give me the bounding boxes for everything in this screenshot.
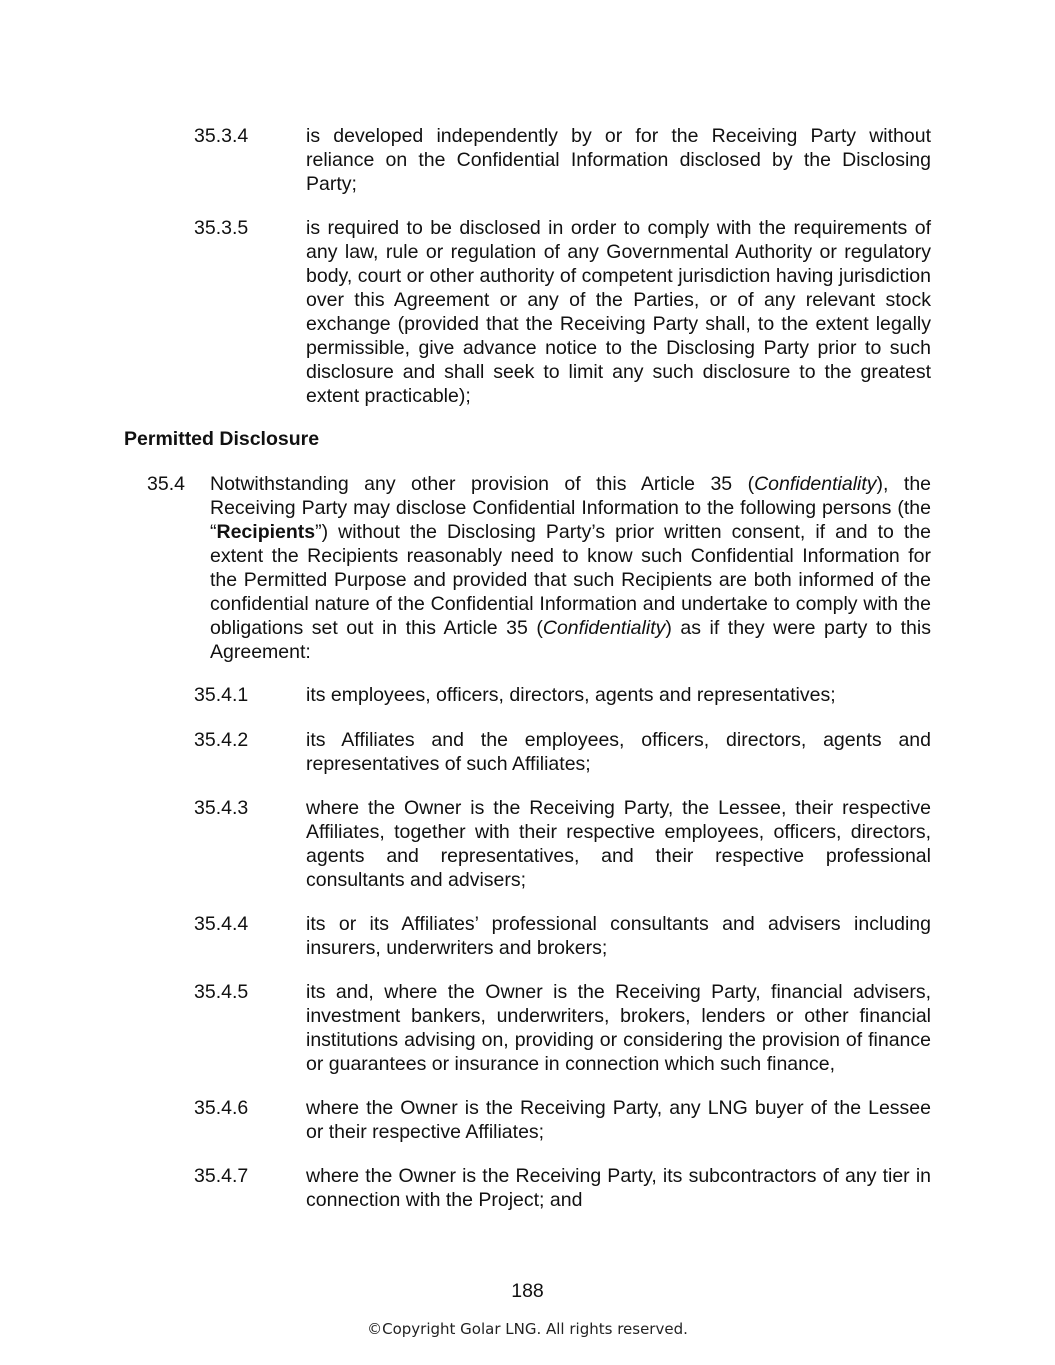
clause-number: 35.4.7 <box>194 1165 249 1187</box>
clause-number: 35.4.3 <box>194 797 249 819</box>
clause-number: 35.3.4 <box>194 125 249 147</box>
defined-term-italic: Confidentiality <box>542 617 666 639</box>
section-heading: Permitted Disclosure <box>124 428 320 450</box>
clause-text-part: ) as if they were party to this Agreement: <box>210 617 931 663</box>
clause-text: where the Owner is the Receiving Party, the Lessee, their respective Affiliates, together with their respective employees, officers, directors, agents and representatives, and their respective professional consultants and advisers; <box>306 797 931 891</box>
clause-text: where the Owner is the Receiving Party, any LNG buyer of the Lessee or their respective Affiliates; <box>306 1097 931 1143</box>
clause-text: its and, where the Owner is the Receiving Party, financial advisers, investment bankers, underwriters, brokers, lenders or other financial institutions advising on, providing or considering the provision of finance or guarantees or insurance in connection which such finance, <box>306 981 931 1075</box>
copyright-notice: ©Copyright Golar LNG. All rights reserved. <box>367 1320 688 1338</box>
clause-text: where the Owner is the Receiving Party, its subcontractors of any tier in connection with the Project; and <box>306 1165 931 1211</box>
clause-text-part: Notwithstanding any other provision of this Article 35 ( <box>210 473 755 495</box>
page-number: 188 <box>511 1280 544 1302</box>
clause-text <box>210 472 931 664</box>
clause-number: 35.4.1 <box>194 684 249 706</box>
defined-term-italic: Confidentiality <box>754 473 877 495</box>
clause-number: 35.4.2 <box>194 729 249 751</box>
clause-text: its employees, officers, directors, agents and representatives; <box>306 684 836 706</box>
clause-number: 35.4.4 <box>194 913 249 935</box>
clause-number: 35.3.5 <box>194 217 249 239</box>
clause-text-part: ), the Receiving Party may disclose Confidential Information to the following persons (the “ <box>210 473 932 543</box>
clause-number: 35.4 <box>147 473 185 495</box>
clause-text: its Affiliates and the employees, officers, directors, agents and representatives of such Affiliates; <box>306 729 931 775</box>
clause-text: is developed independently by or for the Receiving Party without reliance on the Confidential Information disclosed by the Disclosing Party; <box>306 125 931 195</box>
clause-text: its or its Affiliates’ professional consultants and advisers including insurers, underwriters and brokers; <box>306 913 931 959</box>
clause-number: 35.4.5 <box>194 981 249 1003</box>
clause-number: 35.4.6 <box>194 1097 249 1119</box>
clause-text-part: ”) without the Disclosing Party’s prior written consent, if and to the extent the Recipients reasonably need to know such Confidential Information for the Permitted Purpose and provided that such Recipients are both informed of the confidential nature of the Confidential Information and undertake to comply with the obligations set out in this Article 35 ( <box>210 521 931 639</box>
defined-term-bold: Recipients <box>216 521 316 543</box>
clause-text: is required to be disclosed in order to comply with the requirements of any law, rule or regulation of any Governmental Authority or regulatory body, court or other authority of competent jurisdiction having jurisdiction over this Agreement or any of the Parties, or of any relevant stock exchange (provided that the Receiving Party shall, to the extent legally permissible, give advance notice to the Disclosing Party prior to such disclosure and shall seek to limit any such disclosure to the greatest extent practicable); <box>306 217 931 407</box>
